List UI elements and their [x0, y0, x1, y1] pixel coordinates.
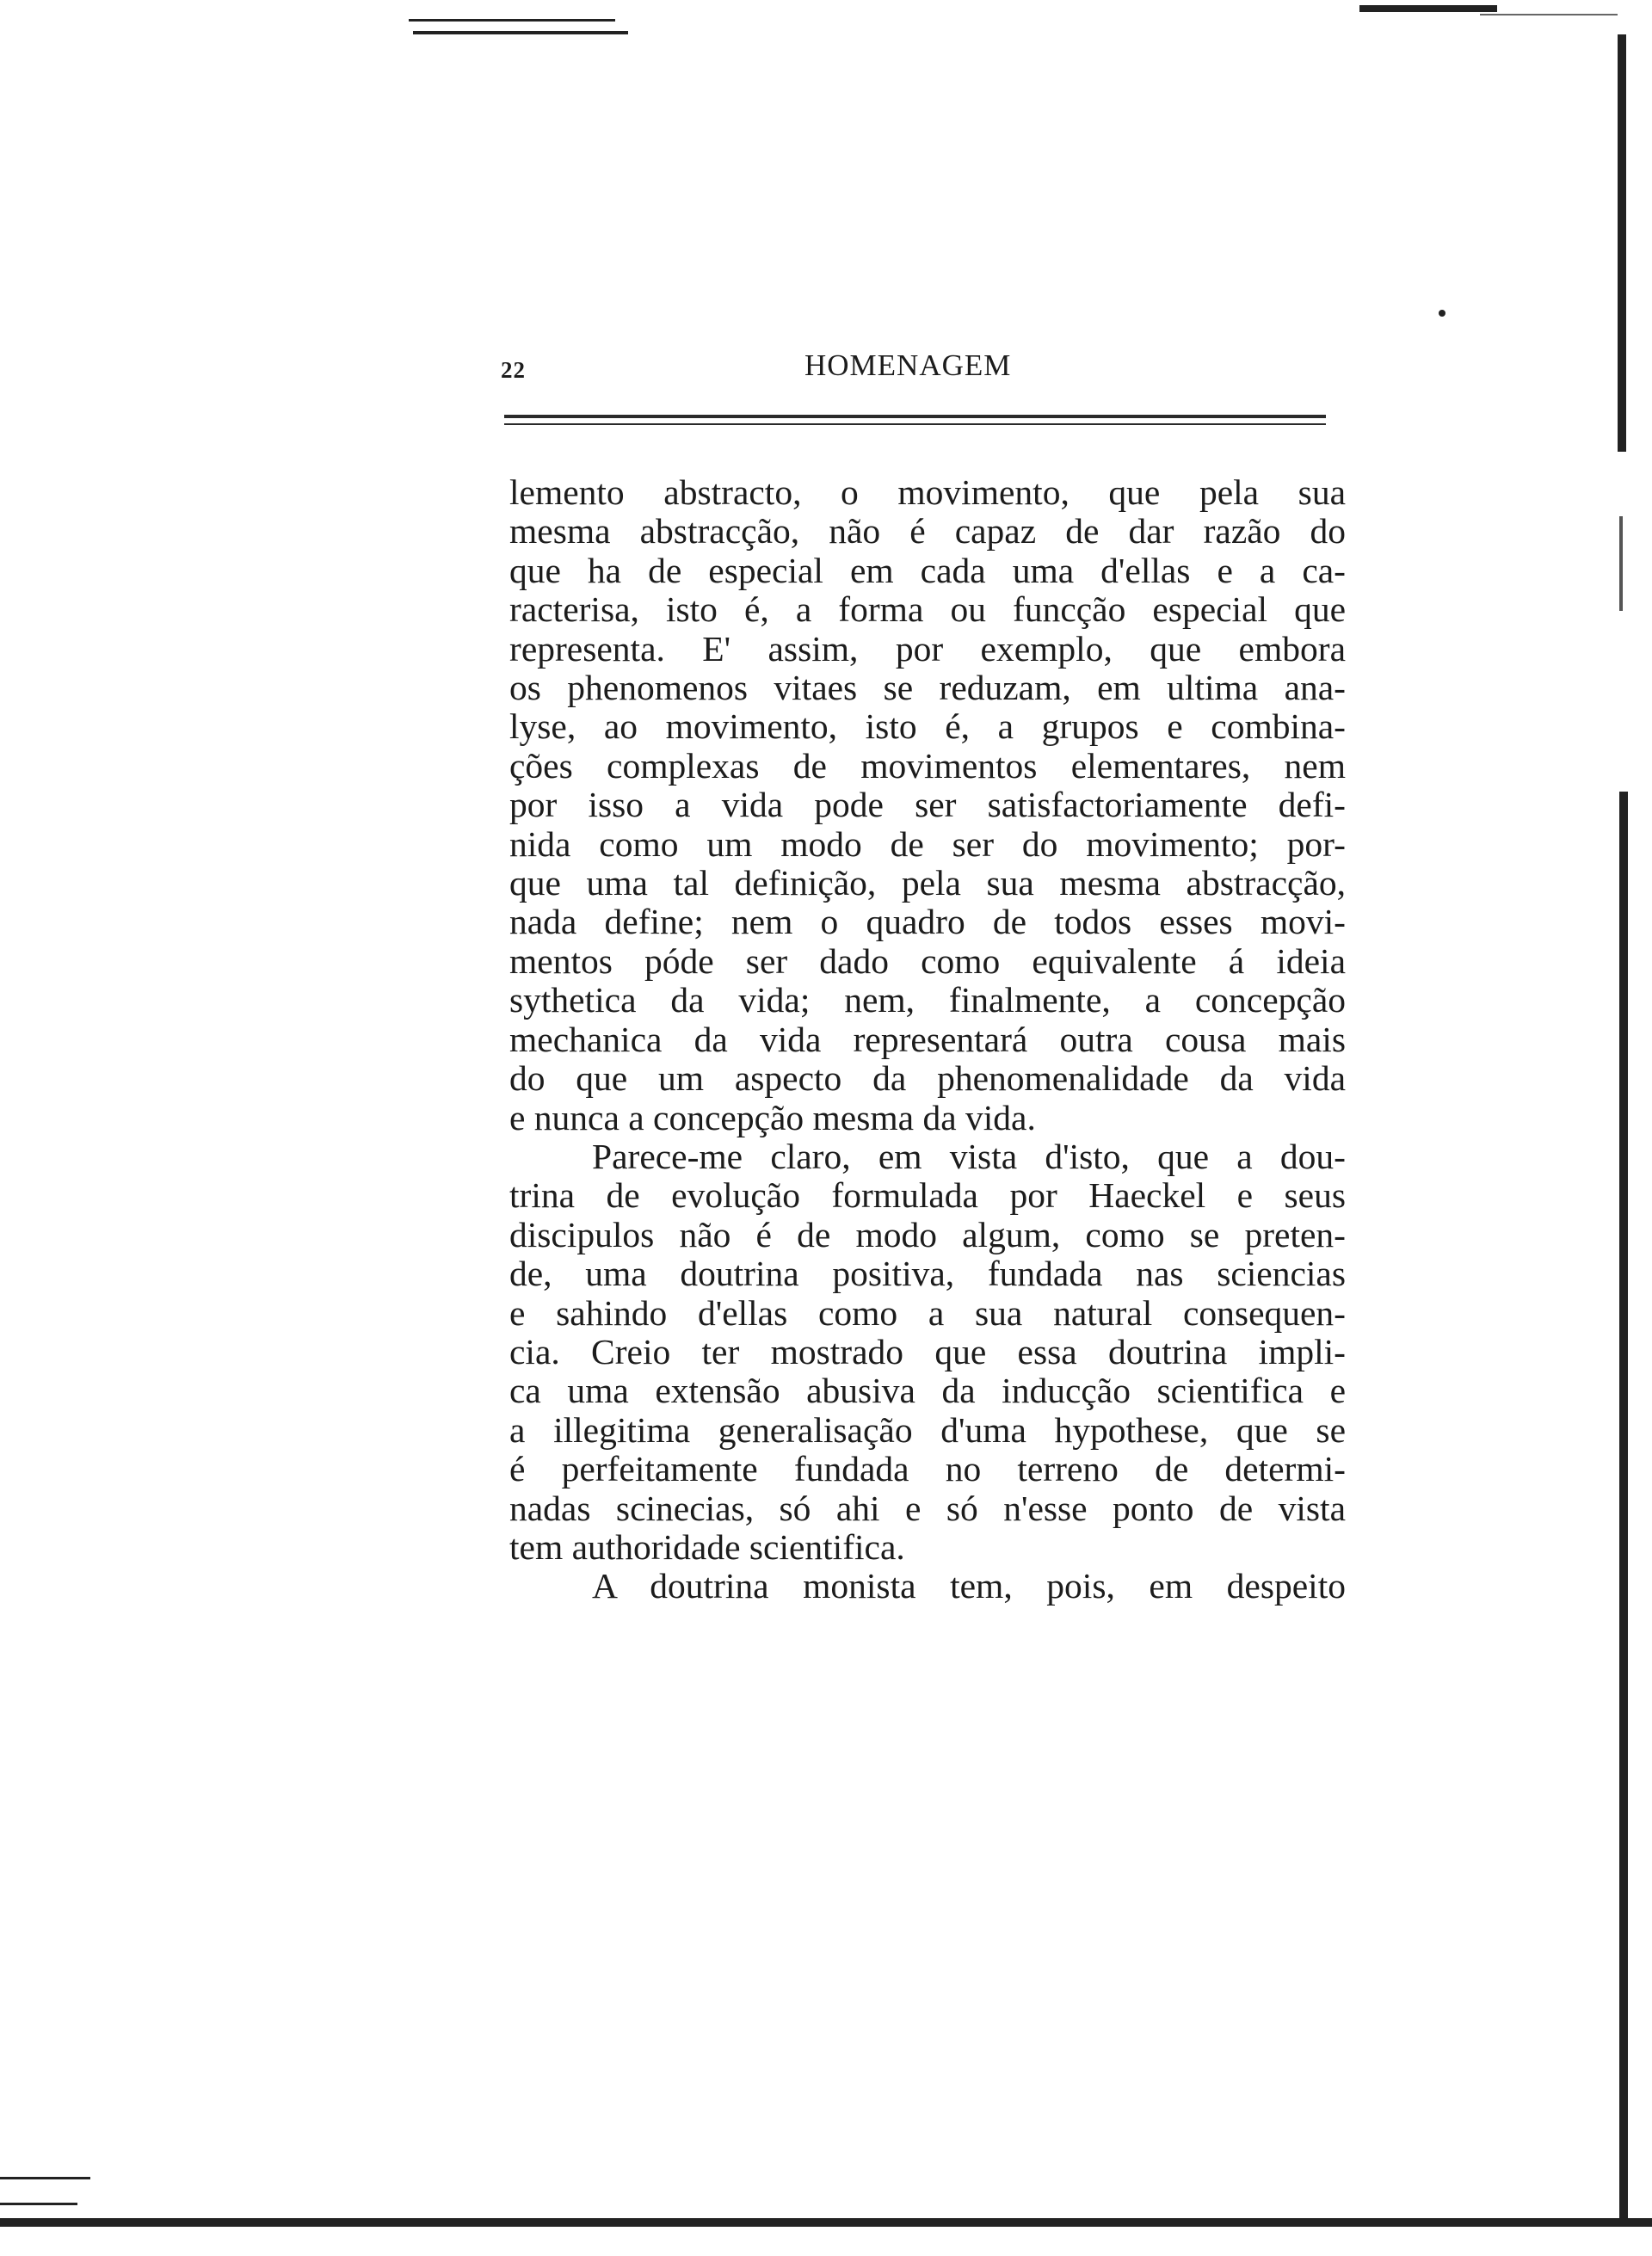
- text-line: lemento abstracto, o movimento, que pela sua: [509, 472, 1346, 512]
- text-line: nadas scinecias, só ahi e só n'esse ponto de vista: [509, 1488, 1346, 1528]
- scan-artifact-dot: [1439, 310, 1446, 317]
- scan-artifact-right-edge-top: [1618, 34, 1626, 452]
- running-title: HOMENAGEM: [804, 348, 1012, 382]
- text-line: a illegitima generalisação d'uma hypothese, que se: [509, 1409, 1346, 1450]
- text-line: A doutrina monista tem, pois, em despeito: [592, 1566, 1346, 1606]
- text-line: é perfeitamente fundada no terreno de determi-: [509, 1449, 1346, 1489]
- text-line: ções complexas de movimentos elementares, nem: [509, 745, 1346, 786]
- text-line: cia. Creio ter mostrado que essa doutrina impli-: [509, 1331, 1346, 1371]
- text-line: trina de evolução formulada por Haeckel e seus: [509, 1175, 1346, 1216]
- text-line: discipulos não é de modo algum, como se preten-: [509, 1214, 1346, 1254]
- text-line: do que um aspecto da phenomenalidade da vida: [509, 1058, 1346, 1099]
- text-line: ca uma extensão abusiva da inducção scientifica e: [509, 1371, 1346, 1411]
- scan-artifact-right-edge-bottom: [1619, 792, 1628, 2220]
- header-rule-thick: [504, 415, 1326, 418]
- scan-artifact-bottom-left-2: [0, 2203, 77, 2205]
- text-line: que ha de especial em cada uma d'ellas e a ca-: [509, 550, 1346, 590]
- body-text: [509, 473, 1346, 1606]
- header-rule-thin: [504, 423, 1326, 425]
- text-line: e sahindo d'ellas como a sua natural consequen-: [509, 1292, 1346, 1333]
- text-line: mechanica da vida representará outra cousa mais: [509, 1019, 1346, 1059]
- text-line: nida como um modo de ser do movimento; por-: [509, 823, 1346, 864]
- scan-artifact-top-right-2: [1480, 14, 1618, 15]
- text-line: sythetica da vida; nem, finalmente, a concepção: [509, 980, 1346, 1020]
- text-line: Parece-me claro, em vista d'isto, que a dou-: [592, 1136, 1346, 1176]
- text-line: tem authoridade scientifica.: [509, 1526, 905, 1567]
- text-line: mentos póde ser dado como equivalente á ideia: [509, 940, 1346, 981]
- scan-artifact-top-left-2: [413, 31, 628, 34]
- scan-artifact-right-edge-mid: [1619, 516, 1623, 611]
- text-line: representa. E' assim, por exemplo, que embora: [509, 628, 1346, 669]
- text-line: racterisa, isto é, a forma ou funcção especial que: [509, 589, 1346, 630]
- scan-artifact-top-left: [409, 19, 615, 22]
- scan-artifact-bottom-edge: [0, 2218, 1652, 2227]
- text-line: e nunca a concepção mesma da vida.: [509, 1097, 1036, 1137]
- scan-artifact-top-right: [1359, 5, 1497, 12]
- text-line: lyse, ao movimento, isto é, a grupos e combina-: [509, 706, 1346, 747]
- scan-artifact-bottom-left: [0, 2177, 90, 2179]
- text-line: mesma abstracção, não é capaz de dar razão do: [509, 511, 1346, 552]
- text-line: de, uma doutrina positiva, fundada nas sciencias: [509, 1254, 1346, 1294]
- text-line: os phenomenos vitaes se reduzam, em ultima ana-: [509, 668, 1346, 708]
- text-line: nada define; nem o quadro de todos esses movi-: [509, 902, 1346, 942]
- text-line: que uma tal definição, pela sua mesma abstracção,: [509, 863, 1346, 903]
- text-line: por isso a vida pode ser satisfactoriamente defi-: [509, 785, 1346, 825]
- page-number: 22: [501, 357, 526, 383]
